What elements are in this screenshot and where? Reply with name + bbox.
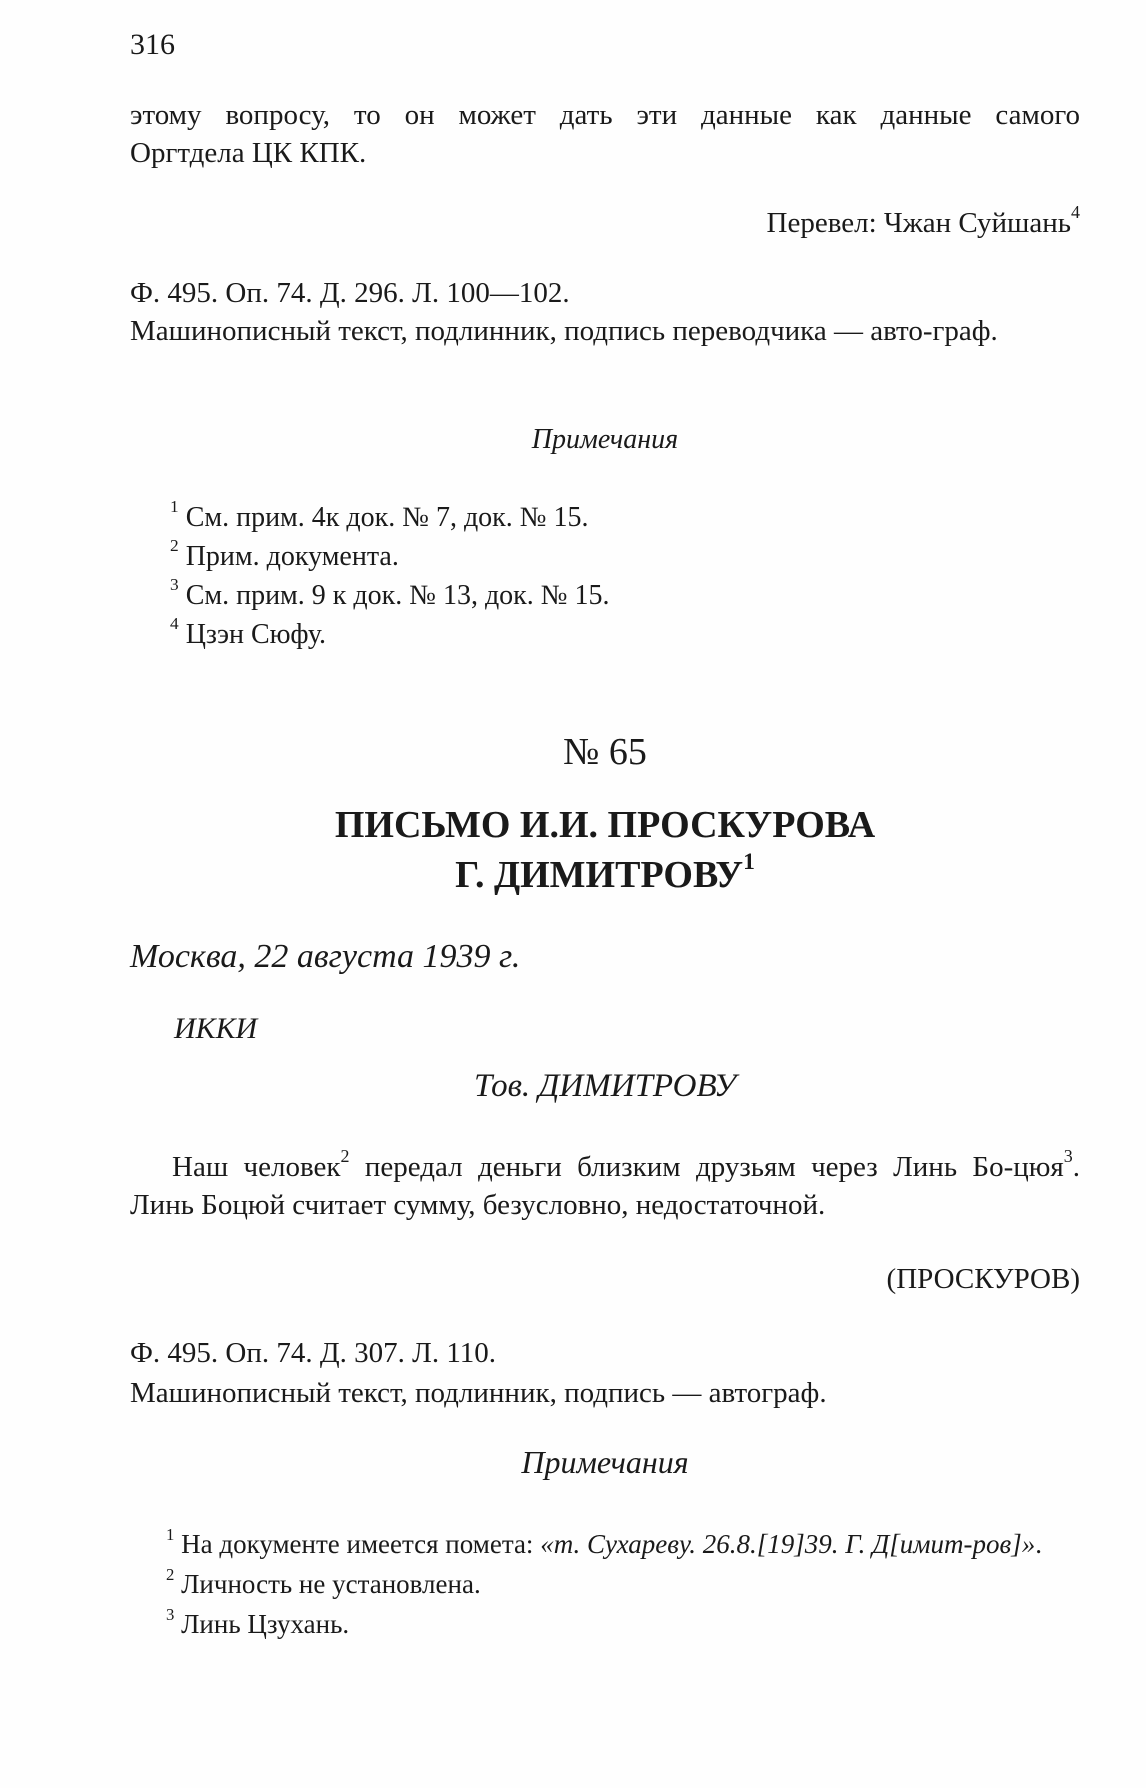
note-1: $^1$ На документе имеется помета: «т. Сухареву. 26.8.[19]39. Г. Д[имит-ров]». bbox=[166, 1524, 1042, 1559]
prev-note-4: $^4$ Цзэн Сюфу. bbox=[170, 614, 327, 650]
document-title-line-1: ПИСЬМО И.И. ПРОСКУРОВА bbox=[334, 804, 876, 846]
prev-notes-heading: Примечания bbox=[531, 424, 679, 455]
letter-body: Наш человек$^2$ передал деньги близким друзьям через Линь Бо-цюя$^3$. Линь Боцюй считает сумму, безусловно, недостаточной. bbox=[130, 1145, 1080, 1221]
note-3: $^3$ Линь Цзухань. bbox=[166, 1604, 350, 1639]
prev-doc-text bbox=[130, 96, 1080, 172]
prev-doc-line-2: Оргтдела ЦК КПК. bbox=[130, 137, 367, 169]
translator-footnote-ref: 4 bbox=[1071, 201, 1080, 222]
note-2: $^2$ Личность не установлена. bbox=[166, 1564, 481, 1599]
prev-notes-list bbox=[170, 498, 1070, 654]
translator-text: Перевел: Чжан Суйшань bbox=[766, 207, 1072, 239]
title-footnote-ref: 1 bbox=[743, 848, 755, 875]
archive-ref: Ф. 495. Оп. 74. Д. 307. Л. 110. bbox=[130, 1337, 496, 1369]
document-title bbox=[130, 800, 1080, 900]
place-date: Москва, 22 августа 1939 г. bbox=[130, 938, 521, 975]
document-number: № 65 bbox=[563, 731, 647, 773]
archive-desc: Машинописный текст, подлинник, подпись — автограф. bbox=[130, 1377, 827, 1409]
prev-note-2: $^2$ Прим. документа. bbox=[170, 536, 399, 572]
page-number: 316 bbox=[130, 28, 175, 61]
prev-archive-desc: Машинописный текст, подлинник, подпись переводчика — авто-граф. bbox=[130, 315, 998, 347]
body-footnote-ref-3: 3 bbox=[1063, 1145, 1073, 1166]
notes-heading: Примечания bbox=[521, 1444, 689, 1480]
prev-note-3: $^3$ См. прим. 9 к док. № 13, док. № 15. bbox=[170, 575, 610, 611]
signature: (ПРОСКУРОВ) bbox=[886, 1263, 1080, 1295]
prev-doc-line-1: этому вопросу, то он может дать эти данные как данные самого bbox=[130, 99, 1080, 131]
body-footnote-ref-2: 2 bbox=[340, 1145, 350, 1166]
translator-line bbox=[130, 201, 1080, 242]
prev-archive-ref: Ф. 495. Оп. 74. Д. 296. Л. 100—102. bbox=[130, 277, 570, 309]
prev-note-1: $^1$ См. прим. 4к док. № 7, док. № 15. bbox=[170, 497, 589, 533]
addressee-org: ИККИ bbox=[174, 1012, 258, 1045]
notes-list bbox=[130, 1524, 1080, 1644]
document-title-line-2: Г. ДИМИТРОВУ$^1$ bbox=[455, 848, 755, 896]
addressee-person: Тов. ДИМИТРОВУ bbox=[473, 1068, 737, 1104]
